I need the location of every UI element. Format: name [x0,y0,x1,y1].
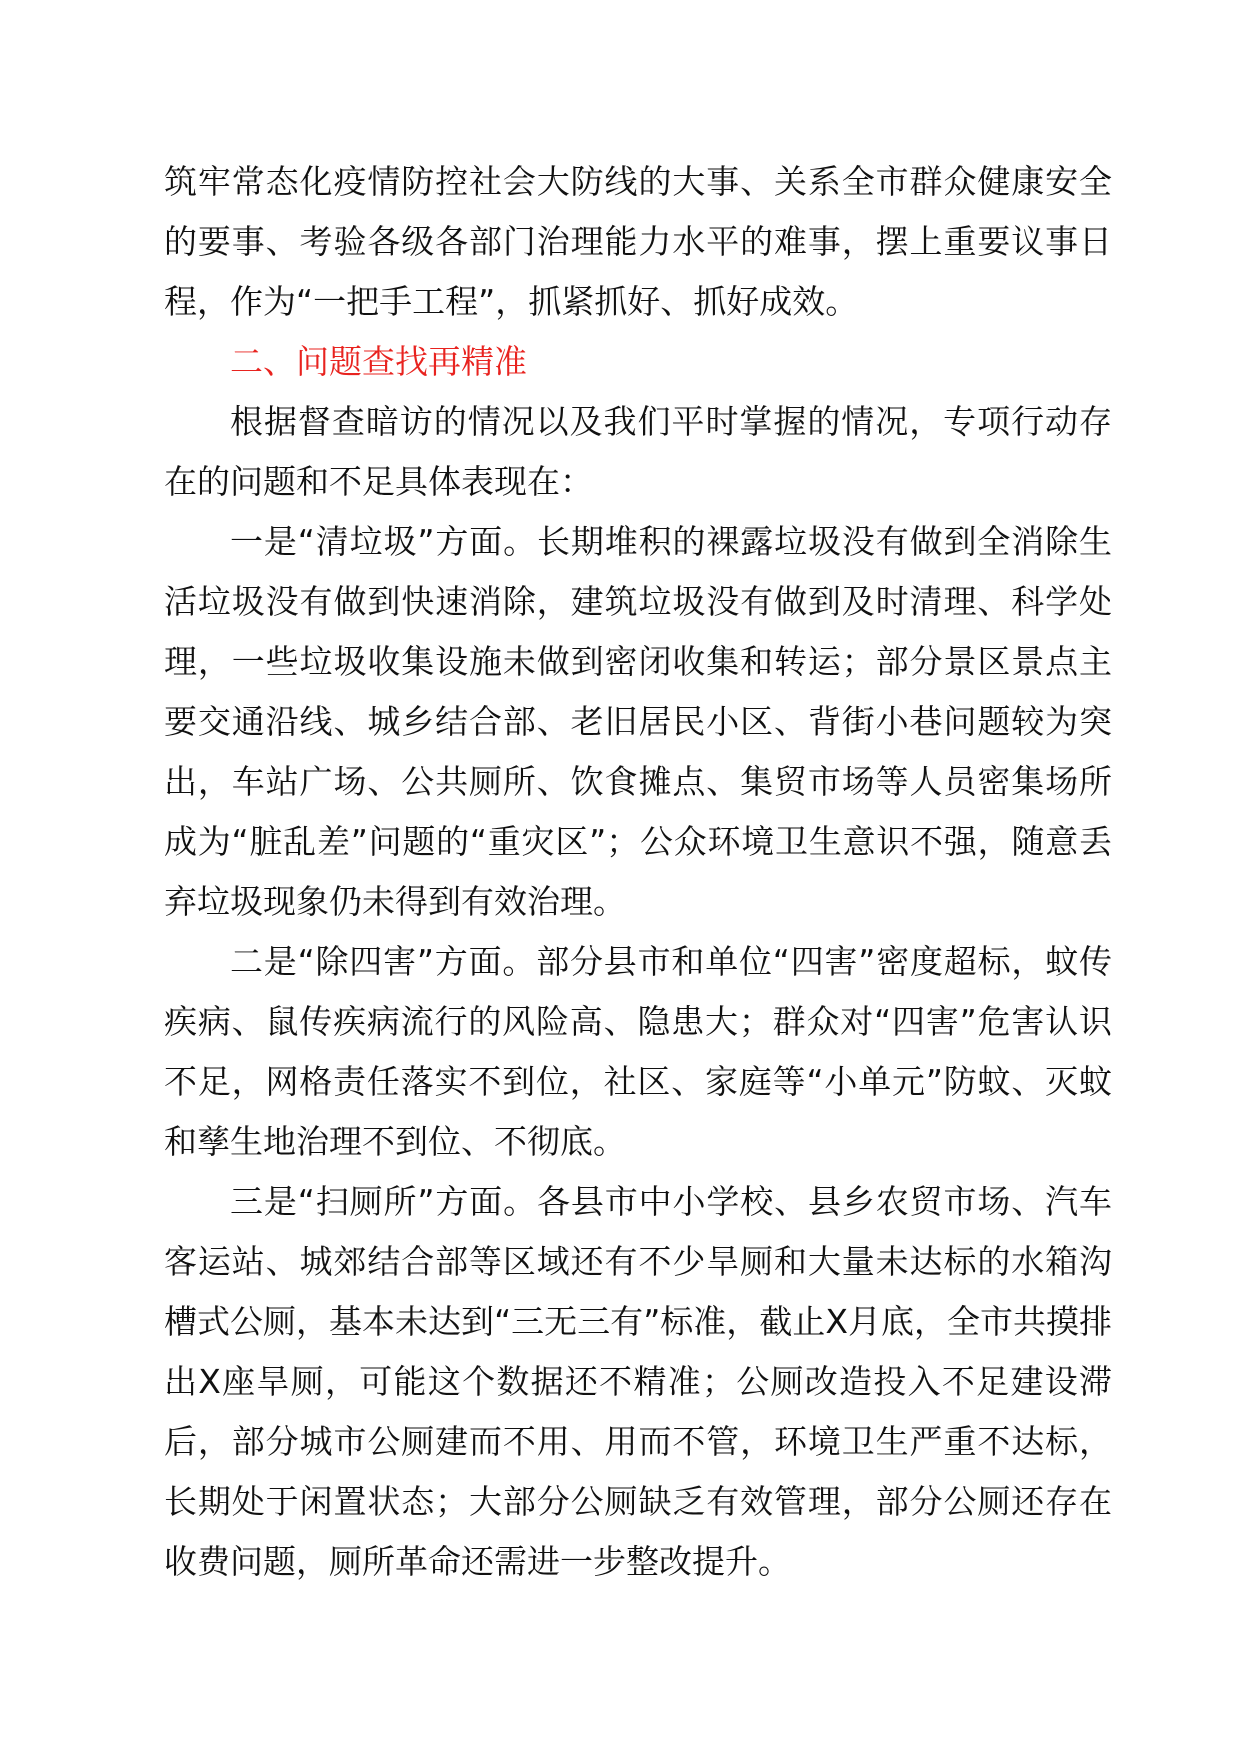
paragraph-toilets: 三是“扫厕所”方面。各县市中小学校、县乡农贸市场、汽车客运站、城郊结合部等区域还有不少旱厕和大量未达标的水箱沟槽式公厕，基本未达到“三无三有”标准，截止X月底，全市共摸排出X座旱厕，可能这个数据还不精准；公厕改造投入不足建设滞后，部分城市公厕建而不用、用而不管，环境卫生严重不达标，长期处于闲置状态；大部分公厕缺乏有效管理，部分公厕还存在收费问题，厕所革命还需进一步整改提升。 [164,1182,1112,1581]
section-heading: 二、问题查找再精准 [230,342,527,381]
paragraph-intro: 根据督查暗访的情况以及我们平时掌握的情况，专项行动存在的问题和不足具体表现在： [164,402,1112,501]
paragraph-four-pests: 二是“除四害”方面。部分县市和单位“四害”密度超标，蚊传疾病、鼠传疾病流行的风险高、隐患大；群众对“四害”危害认识不足，网格责任落实不到位，社区、家庭等“小单元”防蚊、灭蚊和孳生地治理不到位、不彻底。 [164,942,1112,1161]
paragraph-continuation: 筑牢常态化疫情防控社会大防线的大事、关系全市群众健康安全的要事、考验各级各部门治理能力水平的难事，摆上重要议事日程，作为“一把手工程”，抓紧抓好、抓好成效。 [164,162,1112,321]
document-body [164,152,1112,1592]
paragraph-clear-garbage: 一是“清垃圾”方面。长期堆积的裸露垃圾没有做到全消除生活垃圾没有做到快速消除，建筑垃圾没有做到及时清理、科学处理，一些垃圾收集设施未做到密闭收集和转运；部分景区景点主要交通沿线、城乡结合部、老旧居民小区、背街小巷问题较为突出，车站广场、公共厕所、饮食摊点、集贸市场等人员密集场所成为“脏乱差”问题的“重灾区”；公众环境卫生意识不强，随意丢弃垃圾现象仍未得到有效治理。 [164,522,1112,921]
